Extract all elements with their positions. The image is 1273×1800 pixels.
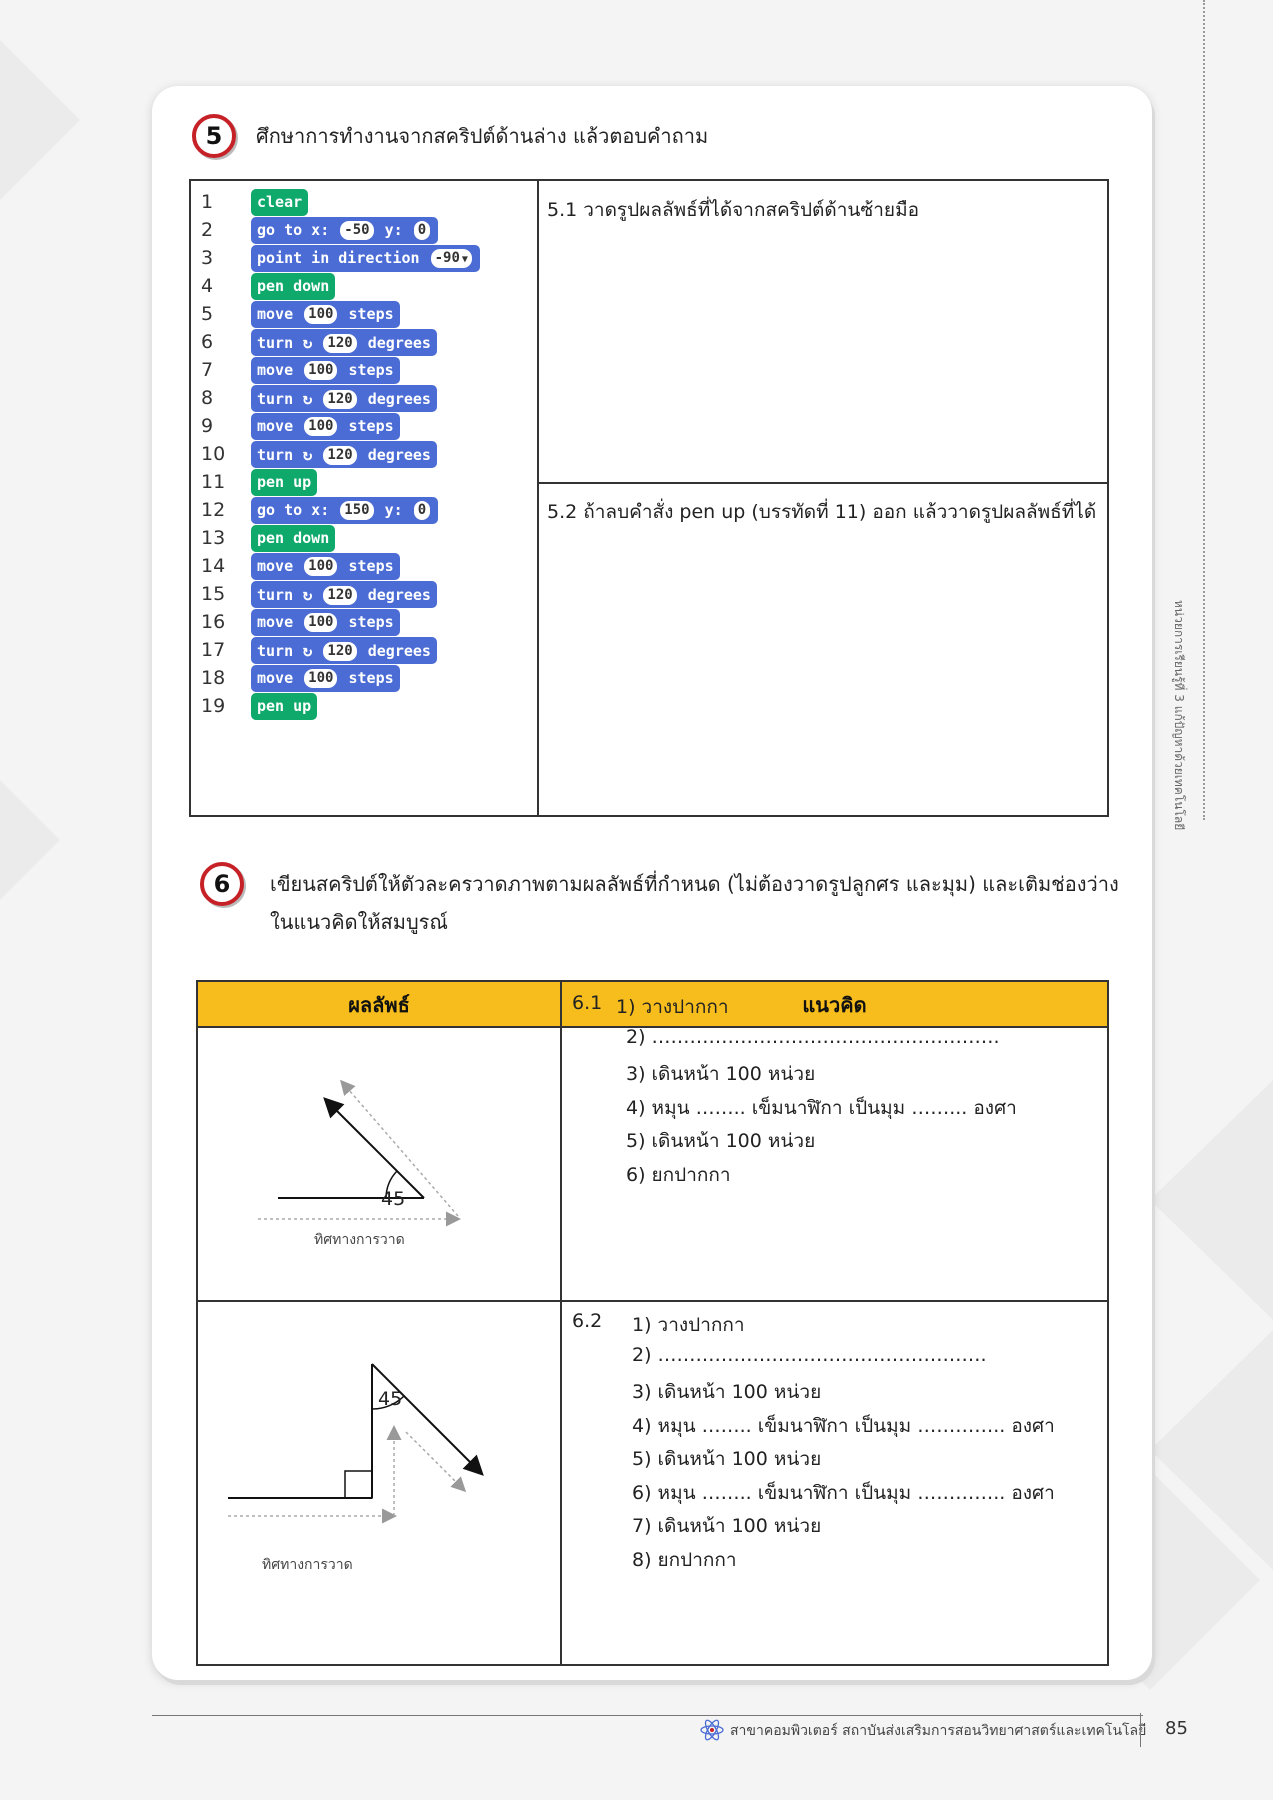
block-label: pen down [257,277,330,295]
idea-step: 8) ยกปากกา [632,1548,737,1571]
line-number: 6 [201,331,214,353]
block-label: clear [257,193,303,211]
line-number: 19 [201,695,226,717]
block-label: move [257,613,294,631]
drawing-6-1 [258,1032,488,1252]
line-number: 12 [201,499,226,521]
block-label: pen up [257,697,312,715]
script-table [189,179,1109,817]
line-number: 2 [201,219,214,241]
idea-step: 7) เดินหน้า 100 หน่วย [632,1515,822,1537]
margin-dotted-line [1203,0,1205,820]
block-value: 120 [323,642,356,661]
block-label: y: [384,221,403,239]
line-number: 9 [201,415,214,437]
script-block [251,329,437,356]
block-label: steps [348,305,394,323]
line-number: 10 [201,443,226,465]
question-5-number: 5 [192,114,236,158]
block-label: turn [257,334,294,352]
idea-step: 6) หมุน …….. เข็มนาฬิกา เป็นมุม ………….. องศา [632,1481,1055,1504]
table-divider [537,181,539,815]
script-block [251,385,437,412]
block-label: turn [257,642,294,660]
script-block [251,553,400,580]
rotate-clockwise-icon: ↻ [293,641,313,660]
line-number: 13 [201,527,226,549]
drawn-line [326,1100,424,1198]
block-label: steps [348,669,394,687]
line-number: 7 [201,359,214,381]
line-number: 4 [201,275,214,297]
block-value: 120 [323,586,356,605]
question-5-prompt: ศึกษาการทำงานจากสคริปต์ด้านล่าง แล้วตอบคำถาม [256,124,709,148]
table-divider [560,982,562,1664]
block-label: y: [384,501,403,519]
idea-step: 1) วางปากกา [616,996,729,1018]
script-block [251,665,400,692]
block-value: 120 [323,390,356,409]
angle-label: 45 [378,1388,403,1410]
block-label: turn [257,446,294,464]
idea-step: 3) เดินหน้า 100 หน่วย [626,1063,816,1085]
script-block [251,469,317,496]
script-block [251,637,437,664]
angle-label: 45 [381,1188,406,1210]
line-number: 1 [201,191,214,213]
line-number: 11 [201,471,226,493]
block-value: 100 [304,361,337,380]
header-idea: แนวคิด [802,993,867,1017]
unit-side-label: หน่วยการเรียนรู้ที่ 3 แก้ปัญหาด้วยเทคโนโลยี [1172,600,1186,831]
idea-step: 5) เดินหน้า 100 หน่วย [626,1130,816,1152]
rotate-clockwise-icon: ↻ [293,585,313,604]
block-label: point in direction [257,249,420,267]
block-value: 100 [304,613,337,632]
line-number: 16 [201,611,226,633]
idea-step: 3) เดินหน้า 100 หน่วย [632,1381,822,1403]
idea-step: 4) หมุน …….. เข็มนาฬิกา เป็นมุม ………….. องศา [632,1414,1055,1437]
direction-caption: ทิศทางการวาด [262,1557,353,1573]
item-6-1-number: 6.1 [572,992,603,1014]
block-label: pen up [257,473,312,491]
block-label: degrees [367,446,431,464]
block-value: 100 [304,557,337,576]
question-5-2: 5.2 ถ้าลบคำสั่ง pen up (บรรทัดที่ 11) ออก แล้ววาดรูปผลลัพธ์ที่ได้ [547,501,1097,523]
rotate-clockwise-icon: ↻ [293,333,313,352]
block-value: 120 [323,334,356,353]
block-label: go to x: [257,221,330,239]
script-block [251,609,400,636]
question-6-number: 6 [200,862,244,906]
block-label: turn [257,390,294,408]
direction-caption: ทิศทางการวาด [314,1232,405,1248]
block-label: move [257,557,294,575]
script-block [251,189,308,216]
exercise-table [196,980,1109,1666]
idea-step: 2) ………………………………………………. [626,1025,1000,1048]
table-divider [198,1300,1107,1302]
script-block [251,245,480,272]
block-label: degrees [367,390,431,408]
block-label: degrees [367,334,431,352]
footer-rule [152,1715,1143,1716]
question-6-prompt-line2: ในแนวคิดให้สมบูรณ์ [270,910,448,934]
block-label: turn [257,586,294,604]
rotate-clockwise-icon: ↻ [293,389,313,408]
idea-step: 5) เดินหน้า 100 หน่วย [632,1448,822,1470]
block-label: move [257,417,294,435]
page-number: 85 [1165,1718,1188,1739]
script-block [251,441,437,468]
block-label: degrees [367,642,431,660]
block-value: 120 [323,446,356,465]
question-6-prompt-line1: เขียนสคริปต์ให้ตัวละครวาดภาพตามผลลัพธ์ที่กำหนด (ไม่ต้องวาดรูปลูกศร และมุม) และเติมช่องว่าง [270,872,1119,896]
block-value: 150 [340,501,373,520]
table-divider [537,482,1107,484]
atom-logo-icon [700,1718,724,1742]
line-number: 15 [201,583,226,605]
line-number: 5 [201,303,214,325]
rotate-clockwise-icon: ↻ [293,445,313,464]
footer-organization: สาขาคอมพิวเตอร์ สถาบันส่งเสริมการสอนวิทยาศาสตร์และเทคโนโลยี [730,1723,1147,1739]
script-block [251,217,438,244]
block-value: 100 [304,669,337,688]
block-label: steps [348,361,394,379]
block-label: pen down [257,529,330,547]
block-label: move [257,669,294,687]
direction-arrow [406,1432,464,1490]
script-block [251,413,400,440]
block-label: steps [348,417,394,435]
block-value: -50 [340,221,373,240]
drawn-line [372,1364,481,1473]
idea-step: 6) ยกปากกา [626,1163,731,1186]
script-block [251,693,317,720]
block-label: go to x: [257,501,330,519]
item-6-2-number: 6.2 [572,1310,603,1332]
block-label: steps [348,557,394,575]
script-block [251,273,335,300]
block-label: move [257,305,294,323]
block-value: 0 [414,501,430,520]
footer-divider [1140,1713,1141,1747]
script-block [251,497,438,524]
question-5-1: 5.1 วาดรูปผลลัพธ์ที่ได้จากสคริปต์ด้านซ้ายมือ [547,199,920,221]
block-value: 0 [414,221,430,240]
script-block [251,581,437,608]
right-angle-mark [345,1471,372,1498]
block-value: 100 [304,305,337,324]
line-number: 17 [201,639,226,661]
drawing-6-2 [228,1342,528,1582]
idea-step: 4) หมุน …….. เข็มนาฬิกา เป็นมุม ……... องศา [626,1096,1017,1119]
script-block [251,357,400,384]
block-label: degrees [367,586,431,604]
line-number: 3 [201,247,214,269]
line-number: 14 [201,555,226,577]
line-number: 8 [201,387,214,409]
idea-step: 1) วางปากกา [632,1314,745,1336]
header-result: ผลลัพธ์ [348,993,410,1017]
block-label: steps [348,613,394,631]
script-block [251,525,335,552]
line-number: 18 [201,667,226,689]
idea-step: 2) ……………………………………………. [632,1343,987,1366]
block-value: -90 ▼ [431,249,472,268]
block-label: move [257,361,294,379]
script-block [251,301,400,328]
block-value: 100 [304,417,337,436]
